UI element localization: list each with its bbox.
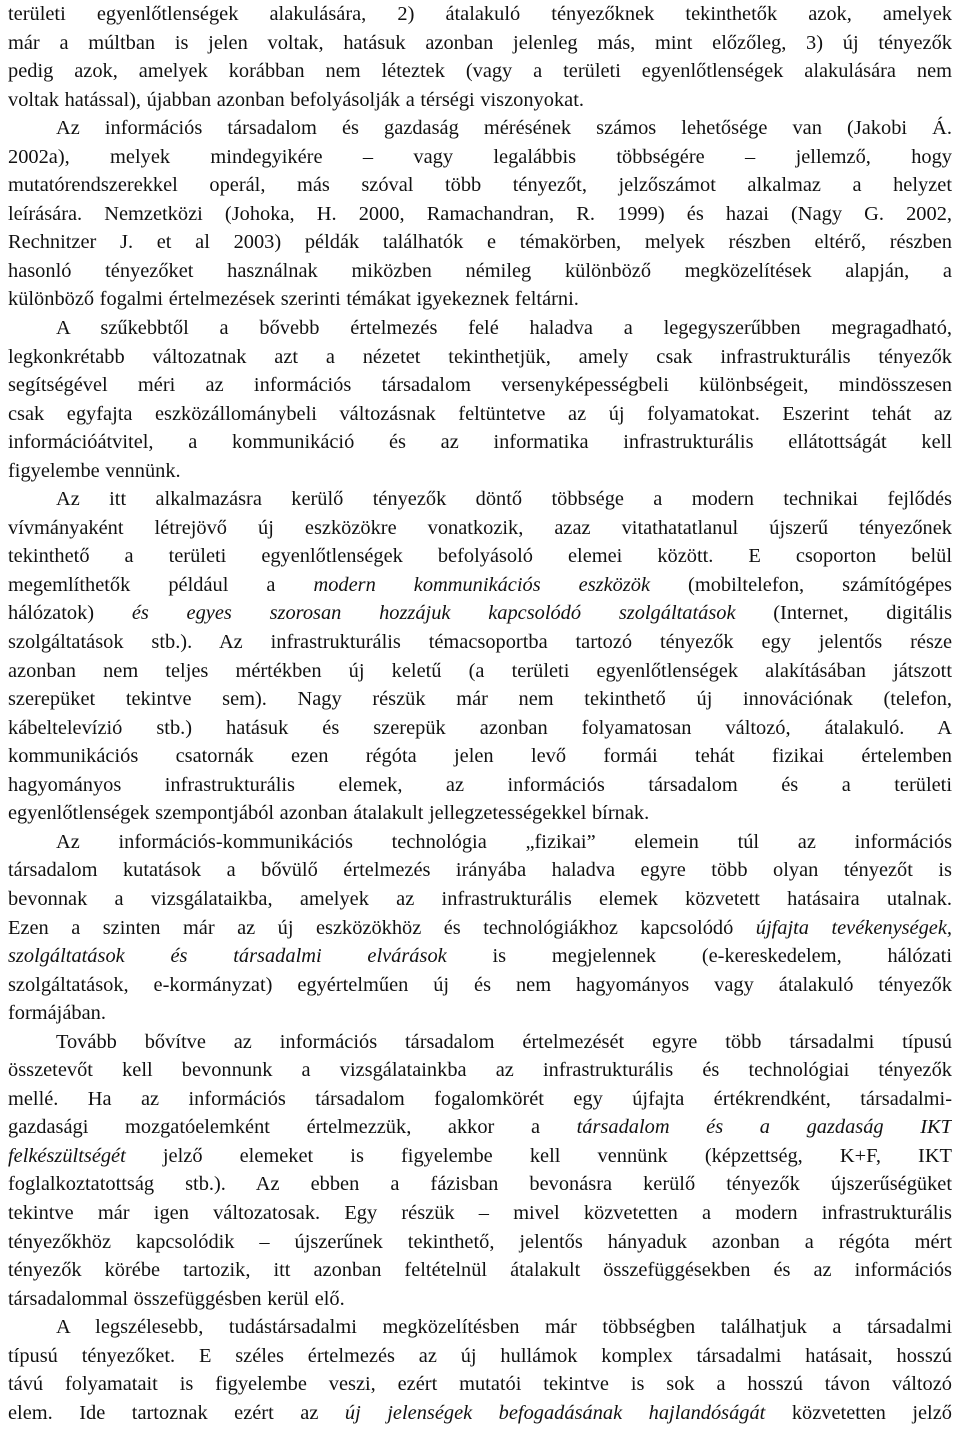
text-segment: vívmányaként létrejövő új eszközökre vonatkozik, azaz vitathatatlanul újszerű tényezőnek [8, 516, 952, 539]
text-line [8, 1028, 952, 1057]
text-line [8, 428, 952, 457]
text-segment: (mobiltelefon, számítógépes [650, 573, 952, 596]
text-line [8, 29, 952, 58]
text-segment: kommunikációs csatornák ezen régóta jelen levő formái tehát fizikai értelemben [8, 745, 952, 768]
text-segment: különböző fogalmi értelmezések szerinti témákat igyekeznek feltárni. [8, 288, 579, 311]
text-segment: szerepüket tekintve sem). Nagy részük már nem tekinthető új innovációnak (telefon, [8, 688, 952, 711]
text-line [8, 685, 952, 714]
italic-text-segment: és egyes szorosan hozzájuk kapcsolódó szolgáltatások [131, 602, 736, 625]
text-segment: (Internet, digitális [735, 602, 952, 625]
text-segment: azonban nem teljes mértékben új keletű (a területi egyenlőtlenségek alakításában játszott [8, 659, 952, 682]
text-line [8, 942, 952, 971]
text-segment: is megjelennek (e-kereskedelem, hálózati [446, 945, 952, 968]
text-line [8, 0, 952, 29]
text-segment: társadalom kutatások a bővülő értelmezés irányába haladva egyre több olyan tényezőt is [8, 859, 952, 882]
text-line [8, 1085, 952, 1114]
text-line [8, 1056, 952, 1085]
text-segment: Az információs-kommunikációs technológia „fizikai” elemein túl az információs [56, 830, 952, 853]
paragraph [8, 1313, 952, 1427]
text-segment: segítségével méri az információs társadalom versenyképességbeli különbségeit, mindösszesen [8, 374, 952, 397]
text-line [8, 571, 952, 600]
text-line [8, 771, 952, 800]
text-segment: legkonkrétabb változatnak azt a nézetet tekinthetjük, amely csak infrastrukturális tényezők [8, 345, 952, 368]
text-line [8, 457, 952, 486]
text-segment: Ezen a szinten már az új eszközökhöz és technológiákhoz kapcsolódó [8, 916, 756, 939]
text-segment: A legszélesebb, tudástársadalmi megközelítésben már többségben találhatjuk a társadalmi [56, 1316, 952, 1339]
text-line [8, 200, 952, 229]
text-line [8, 1285, 952, 1314]
text-line [8, 285, 952, 314]
italic-text-segment: modern kommunikációs eszközök [313, 573, 651, 596]
text-line [8, 714, 952, 743]
text-line [8, 171, 952, 200]
text-segment: hasonló tényezőket használnak miközben némileg különböző megközelítések alapján, a [8, 259, 952, 282]
text-line [8, 657, 952, 686]
text-segment: tekinthető a területi egyenlőtlenségek befolyásoló elemei között. E csoporton belül [8, 545, 952, 568]
paragraph [8, 485, 952, 828]
text-segment: hálózatok) [8, 602, 132, 625]
italic-text-segment: újfajta tevékenységek, [755, 916, 952, 939]
text-segment: távú folyamatait is figyelembe veszi, ezért mutatói tekintve is sok a hosszú távon változó [8, 1373, 952, 1396]
italic-text-segment: szolgáltatások és társadalmi elvárások [8, 945, 447, 968]
text-segment: Rechnitzer J. et al 2003) példák találhatók e témakörben, melyek részben eltérő, részben [8, 231, 952, 254]
text-line [8, 1199, 952, 1228]
text-line [8, 400, 952, 429]
text-segment: figyelembe vennünk. [8, 459, 181, 482]
text-segment: Az információs társadalom és gazdaság mérésének számos lehetősége van (Jakobi Á. [56, 117, 952, 140]
text-segment: mutatórendszerekkel operál, más szóval több tényezőt, jelzőszámot alkalmaz a helyzet [8, 174, 952, 197]
text-line [8, 999, 952, 1028]
text-line [8, 1228, 952, 1257]
text-line [8, 1170, 952, 1199]
text-line [8, 742, 952, 771]
text-segment: formájában. [8, 1002, 106, 1025]
text-line [8, 914, 952, 943]
text-segment: mellé. Ha az információs társadalom fogalomkörét egy újfajta értékrendként, társadalmi- [8, 1087, 952, 1110]
text-segment: szolgáltatások stb.). Az infrastrukturális témacsoportba tartozó tényezők egy jelentős része [8, 631, 952, 654]
text-segment: bevonnak a vizsgálataikba, amelyek az infrastrukturális elemek közvetett hatásaira utalnak. [8, 887, 952, 910]
text-line [8, 1313, 952, 1342]
italic-text-segment: új jelenségek befogadásának hajlandóságát [344, 1401, 766, 1424]
text-segment: tényezők körébe tartozik, itt azonban feltételnül átalakult összefüggésekben és az információs [8, 1259, 952, 1282]
text-line [8, 86, 952, 115]
text-line [8, 143, 952, 172]
text-segment: jelző elemeket is figyelembe kell vennünk (képzettség, K+F, IKT [125, 1144, 952, 1167]
text-line [8, 1399, 952, 1428]
text-segment: már a múltban is jelen voltak, hatásuk azonban jelenleg más, mint előzőleg, 3) új tényezők [8, 31, 952, 54]
text-line [8, 1113, 952, 1142]
text-line [8, 228, 952, 257]
text-line [8, 599, 952, 628]
text-line [8, 1342, 952, 1371]
text-segment: A szűkebbtől a bővebb értelmezés felé haladva a legegyszerűbben megragadható, [56, 317, 952, 340]
italic-text-segment: felkészültségét [8, 1144, 126, 1167]
text-segment: csak egyfajta eszközállománybeli változásnak feltüntetve az új folyamatokat. Eszerint tehát az [8, 402, 952, 425]
text-line [8, 885, 952, 914]
paragraph [8, 828, 952, 1028]
text-line [8, 542, 952, 571]
text-segment: foglalkoztatottság stb.). Az ebben a fázisban bevonásra kerülő tényezők újszerűségüket [8, 1173, 952, 1196]
text-segment: egyenlőtlenségek szempontjából azonban átalakult jellegzetességekkel bírnak. [8, 802, 650, 825]
text-line [8, 514, 952, 543]
paragraph [8, 114, 952, 314]
text-segment: szolgáltatások, e-kormányzat) egyértelműen új és nem hagyományos vagy átalakuló tényezők [8, 973, 952, 996]
text-segment: megemlíthetők például a [8, 573, 314, 596]
paragraph [8, 314, 952, 485]
text-line [8, 114, 952, 143]
text-line [8, 257, 952, 286]
text-segment: Az itt alkalmazásra kerülő tényezők döntő többsége a modern technikai fejlődés [56, 488, 952, 511]
text-segment: tényezőkhöz kapcsolódik – újszerűnek tekinthető, jelentős hányaduk azonban a régóta mért [8, 1230, 952, 1253]
text-segment: kábeltelevízió stb.) hatásuk és szerepük azonban folyamatosan változó, átalakuló. A [8, 716, 952, 739]
text-segment: tekintve már igen változatosak. Egy részük – mivel közvetetten a modern infrastrukturális [8, 1201, 952, 1224]
text-line [8, 1370, 952, 1399]
text-segment: pedig azok, amelyek korábban nem léteztek (vagy a területi egyenlőtlenségek alakulására nem [8, 60, 952, 83]
text-line [8, 799, 952, 828]
paragraph [8, 0, 952, 114]
text-segment: leírására. Nemzetközi (Johoka, H. 2000, Ramachandran, R. 1999) és hazai (Nagy G. 2002, [8, 202, 952, 225]
text-segment: Tovább bővítve az információs társadalom értelmezését egyre több társadalmi típusú [56, 1030, 952, 1053]
text-segment: információátvitel, a kommunikáció és az informatika infrastrukturális ellátottságát kell [8, 431, 952, 454]
text-line [8, 971, 952, 1000]
text-line [8, 371, 952, 400]
text-line [8, 628, 952, 657]
text-line [8, 856, 952, 885]
text-line [8, 828, 952, 857]
italic-text-segment: társadalom és a gazdaság IKT [576, 1116, 952, 1139]
text-segment: 2002a), melyek mindegyikére – vagy legalábbis többségére – jellemző, hogy [8, 145, 952, 168]
text-segment: összetevőt kell bevonnunk a vizsgálatainkba az infrastrukturális és technológiai tényezők [8, 1059, 952, 1082]
text-line [8, 343, 952, 372]
text-segment: közvetetten jelző [765, 1401, 952, 1424]
text-line [8, 1142, 952, 1171]
text-segment: társadalommal összefüggésben kerül elő. [8, 1287, 345, 1310]
text-line [8, 57, 952, 86]
text-segment: hagyományos infrastrukturális elemek, az információs társadalom és a területi [8, 773, 952, 796]
text-segment: területi egyenlőtlenségek alakulására, 2) átalakuló tényezőknek tekinthetők azok, amelyek [8, 3, 952, 25]
text-segment: voltak hatással), újabban azonban befolyásolják a térségi viszonyokat. [8, 88, 584, 111]
paragraph [8, 1028, 952, 1313]
text-line [8, 1256, 952, 1285]
text-segment: típusú tényezőket. E széles értelmezés az új hullámok komplex társadalmi hatásait, hosszú [8, 1344, 952, 1367]
text-line [8, 314, 952, 343]
text-segment: gazdasági mozgatóelemként értelmezzük, akkor a [8, 1116, 577, 1139]
text-line [8, 485, 952, 514]
text-segment: elem. Ide tartoznak ezért az [8, 1401, 345, 1424]
